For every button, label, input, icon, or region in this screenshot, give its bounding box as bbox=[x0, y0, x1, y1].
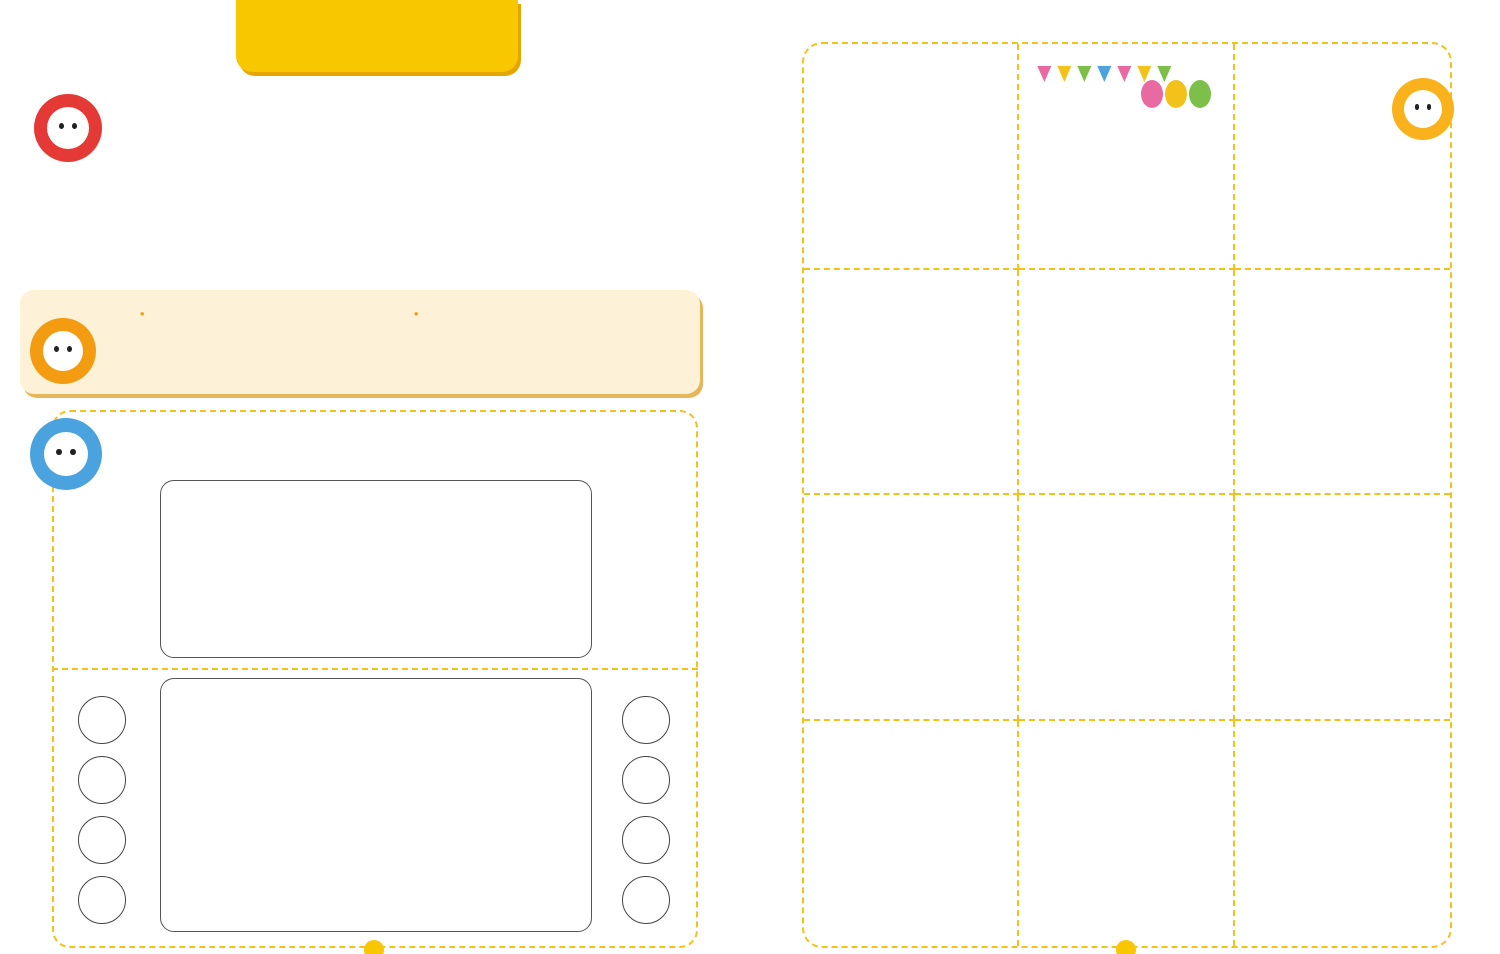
answer-circle[interactable] bbox=[622, 876, 670, 924]
card-parents bbox=[804, 495, 1019, 721]
answer-circle[interactable] bbox=[78, 696, 126, 744]
look-badge-icon bbox=[1392, 78, 1454, 140]
answer-circle[interactable] bbox=[622, 816, 670, 864]
answer-circle[interactable] bbox=[78, 876, 126, 924]
task-divider bbox=[52, 668, 698, 670]
picture-grid bbox=[804, 44, 1450, 946]
answer-circles-left bbox=[78, 696, 130, 924]
shelf-bottom bbox=[160, 678, 592, 932]
answer-circle[interactable] bbox=[78, 816, 126, 864]
listen-badge-icon bbox=[34, 94, 102, 162]
card-roller-skates bbox=[1235, 270, 1450, 496]
card-goose-basket bbox=[1235, 721, 1450, 947]
card-teddy-bear bbox=[1019, 495, 1234, 721]
answer-circle[interactable] bbox=[78, 756, 126, 804]
answer-circle[interactable] bbox=[622, 756, 670, 804]
discussion-box bbox=[20, 290, 700, 394]
page-number-marker-left bbox=[364, 940, 384, 954]
shelf-top bbox=[160, 480, 592, 658]
page-number-marker-right bbox=[1116, 940, 1136, 954]
card-dress bbox=[1235, 495, 1450, 721]
card-five-years bbox=[1019, 44, 1234, 270]
talk-badge-icon bbox=[30, 318, 96, 384]
think-badge-icon bbox=[30, 418, 102, 490]
card-friends bbox=[804, 721, 1019, 947]
card-grandparents bbox=[804, 270, 1019, 496]
card-doll bbox=[1019, 721, 1234, 947]
card-natasha bbox=[804, 44, 1019, 270]
balloons-icon bbox=[1141, 80, 1211, 108]
answer-circle[interactable] bbox=[622, 696, 670, 744]
card-cake bbox=[1019, 270, 1234, 496]
answer-circles-right bbox=[622, 696, 674, 924]
page-title-tab bbox=[236, 0, 518, 72]
